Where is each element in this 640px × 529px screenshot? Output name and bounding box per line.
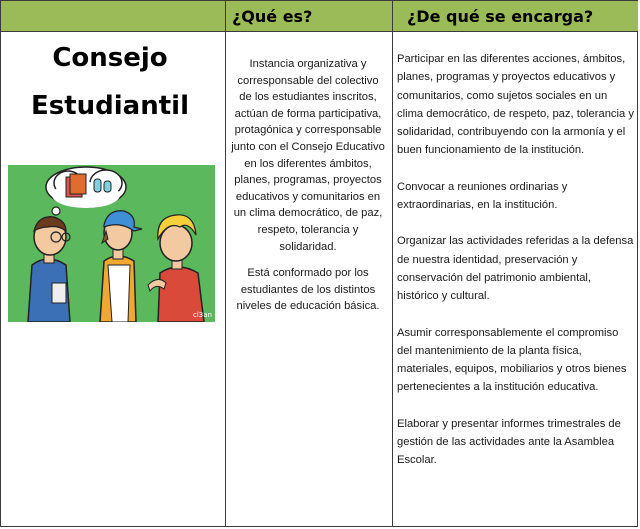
se-encarga-item: Asumir corresponsablemente el compromiso del mantenimiento de la planta física, materiales, equipos, mobiliarios y otros bienes pertenecientes a la institución educativa.	[397, 326, 627, 394]
que-es-cell	[230, 56, 386, 325]
se-encarga-item: Convocar a reuniones ordinarias y extraordinarias, en la institución.	[397, 180, 568, 212]
se-encarga-cell	[397, 50, 635, 488]
illustration-watermark: cl3an	[193, 311, 212, 319]
que-es-paragraph: Instancia organizativa y corresponsable del colectivo de los estudiantes inscritos, actúan de forma participativa, protagónica y corresponsable junto con el Consejo Educativo en los diferentes ámbitos, planes, programas, proyectos educativos y comunitarios en un clima democrático, de paz, respeto, tolerancia y solidaridad.	[231, 58, 385, 253]
column-divider	[392, 32, 393, 526]
que-es-paragraph: Está conformado por los estudiantes de los distintos niveles de educación básica.	[236, 267, 380, 313]
se-encarga-item: Participar en las diferentes acciones, ámbitos, planes, programas y proyectos educativos y comunitarios, como sujetos sociales en un clima democrático, de respeto, paz, tolerancia y solidaridad, contribuyendo con la armonía y el buen funcionamiento de la institución.	[397, 53, 634, 157]
student-left-figure	[28, 217, 70, 322]
title-line-1: Consejo	[52, 43, 168, 73]
column-divider	[225, 32, 226, 526]
se-encarga-item: Organizar las actividades referidas a la defensa de nuestra identidad, preservación y conservación del patrimonio ambiental, histórico y cultural.	[397, 235, 634, 303]
section-title	[20, 34, 200, 130]
se-encarga-item: Elaborar y presentar informes trimestrales de gestión de las actividades ante la Asamblea Escolar.	[397, 417, 621, 467]
header-cell-empty	[1, 1, 225, 32]
title-line-2: Estudiantil	[30, 91, 189, 121]
header-que-es: ¿Qué es?	[225, 1, 392, 32]
header-de-que-se-encarga: ¿De qué se encarga?	[392, 1, 638, 32]
students-talking-illustration	[8, 165, 215, 322]
